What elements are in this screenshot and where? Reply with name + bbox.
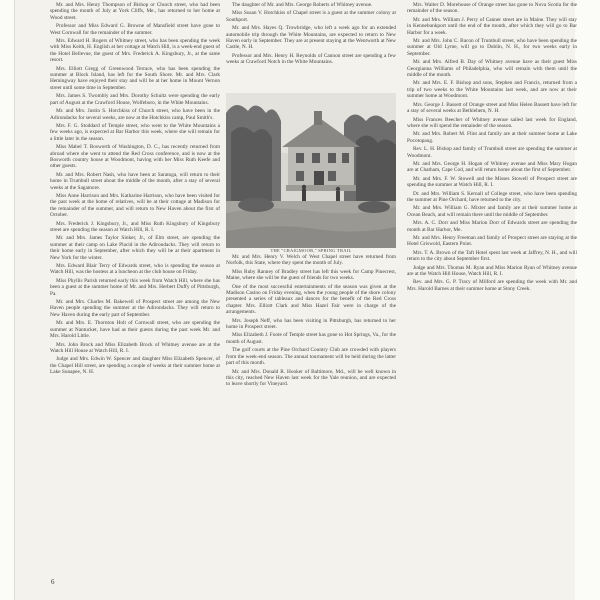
paragraph: Mr. and Mrs. Donald R. Hooker of Baltimore, Md., will be well known in this city, reached New Haven last week for the Yale reunion, and are expected to leave shortly for Vineyard. (226, 368, 396, 388)
left-column (50, 2, 220, 587)
right-column (407, 2, 577, 587)
paragraph: Mr. and Mrs. Henry Thompson of Bishop or Church street, who had been spending the month of July at York Cliffs, Me., has returned to her home at Wood street. (50, 2, 220, 21)
page-number: 6 (51, 578, 55, 586)
paragraph: Mr. and Mrs. William G. Mixter and family are at their summer home at Ocean Beach, and will remain there until the middle of September. (407, 205, 577, 218)
paragraph: Mrs. Edward H. Rogers of Whitney street, who has been spending the week with Miss Keith, H. English at her cottage at Watch Hill, is a week-end guest of the Hotel Bellevue, the guest of Mrs. Frederick A. Kingsbury, Jr., at the same resort. (50, 38, 220, 64)
paragraph: Mr. and Mrs. Alfred B. Day of Whitney avenue have as their guest Miss Georgianna Williams of Philadelphia, who will remain with them until the middle of the month. (407, 59, 577, 79)
paragraph: Mr. and Mrs. Robert M. Flint and family are at their summer home at Lake Pocotopaug. (407, 131, 577, 144)
paragraph: Mrs. A. C. Dorr and Miss Marion Dorr of Edwards street are spending the month at Bar Harbor, Me. (407, 220, 577, 233)
middle-column-top (226, 2, 396, 90)
paragraph: Miss Frances Beecher of Whitney avenue sailed last week for England, where she will spend the remainder of the season. (407, 116, 577, 129)
paragraph: Rev. L. H. Bishop and family of Trumbull street are spending the summer at Woodmont. (407, 146, 577, 159)
photo-caption: THE "CRAIGMOOR," SPRING TRAIL (270, 248, 352, 253)
paragraph: Professor and Mrs. Henry H. Reynolds of Cannon street are spending a few weeks at Crawford Notch in the White Mountains. (226, 52, 396, 66)
paragraph: Professor and Miss Edward G. Browne of Mansfield street have gone to West Cornwall for the remainder of the summer. (50, 23, 220, 36)
middle-column-bottom (226, 254, 396, 585)
paragraph: Mr. and Mrs. Hayes Q. Trowbridge, who left a week ago for an extended automobile trip through the White Mountains, are expected to return to New Haven early in September. They are at present staying at the Wentworth at New Castle, N. H. (226, 25, 396, 51)
paragraph: Mr. and Mrs. Robert Nash, who have been at Saratoga, will return to their home in Trumbull street about the middle of the month, after a stay of several weeks at the Sagamore. (50, 171, 220, 191)
paragraph: Mr. and Mrs. Henry V. Welch of West Chapel street have returned from Norfolk, this State, where they spent the month of July. (226, 254, 396, 267)
paragraph: Mrs. Elliott Gregg of Greenwood Terrace, who has been spending the summer at Block Island, has left for the South Shore. Mr. and Mrs. Clark Hemingway have enjoyed their stay and will be at her home in Mount Vernon street until some time in September. (50, 65, 220, 91)
paragraph: Miss Phyllis Parish returned early this week from Watch Hill, where she has been a guest at the summer home of Mr. and Mrs. Herbert Duffy of Pittsburgh, Pa. (50, 277, 220, 297)
paragraph: Mr. and Mrs. James Taylor Sinker, Jr., of Elm street, are spending the summer at their camp on Lake Placid in the Adirondacks. They will return to their home early in September, after which they will be at their apartment in New York for the winter. (50, 235, 220, 261)
paragraph: Judge and Mrs. Edwin W. Spencer and daughter Miss Elizabeth Spencer, of the Chapel Hill street, are spending a couple of weeks at their summer home at Lake Sunapee, N. H. (50, 356, 220, 376)
paragraph: Miss Elizabeth J. Foote of Temple street has gone to Hot Springs, Va., for the month of August. (226, 332, 396, 345)
paragraph: Mr. and Mrs. John C. Bacon of Trumbull street, who have been spending the summer at Old Lyme, will go to Dublin, N. H., for two weeks early in September. (407, 38, 577, 57)
paragraph: Mr. and Mrs. George H. Hogan of Whitney avenue and Miss Mary Hogan are at Chatham, Cape Cod, and will return home about the first of September. (407, 160, 577, 174)
paragraph: Miss Mabel T. Bosworth of Washington, D. C., has recently returned from abroad where she went to attend the Red Cross conference, and is now at the Bosworth country house at Woodmont, having with her Miss Ruth Keefe and other guests. (50, 144, 220, 170)
paragraph: Mrs. Walter D. Morehouse of Orange street has gone to Nova Scotia for the remainder of the season. (407, 2, 577, 15)
paragraph: Miss Susan V. Hotchkiss of Chapel street is a guest at the summer colony at Southport. (226, 10, 396, 23)
paragraph: Rev. and Mrs. G. P. Tracy of Milford are spending the week with Mr. and Mrs. Harold Barnes at their summer home at Stony Creek. (407, 279, 577, 292)
paragraph: Mr. and Mrs. Charles M. Bakewell of Prospect street are among the New Haven people spending the summer at the Adirondacks. They will return to New Haven during the early part of September. (50, 299, 220, 318)
paragraph: Mr. and Mrs. F. W. Stowell and the Misses Stowell of Prospect street are spending the summer at Watch Hill, R. I. (407, 175, 577, 189)
paragraph: Miss Ruby Ranney of Bradley street has left this week for Camp Pinecrest, Maine, where she will be the guest of friends for two weeks. (226, 268, 396, 282)
paragraph: Judge and Mrs. Thomas M. Ryan and Miss Marion Ryan of Whitney avenue are at the Watch Hill House, Watch Hill, R. I. (407, 264, 577, 278)
paragraph: Dr. and Mrs. William S. Kernall of College street, who have been spending the summer at Pine Orchard, have returned to the city. (407, 190, 577, 203)
paragraph: Mr. and Mrs. Justin S. Hotchkiss of Church street, who have been in the Adirondacks for several weeks, are now at the Hotchkiss camp, Paul Smith's. (50, 108, 220, 121)
paragraph: The golf courts at the Pine Orchard Country Club are crowded with players from the week-end season. The annual tournament will be held during the latter part of this month. (226, 347, 396, 367)
paragraph: Mrs. Edward Blair Terry of Edwards street, who is spending the season at Watch Hill, was the hostess at a luncheon at the club house on Friday. (50, 263, 220, 276)
paragraph: Mrs. John Brock and Miss Elizabeth Brock of Whitney avenue are at the Watch Hill House at Watch Hill, R. I. (50, 341, 220, 354)
paragraph: Mrs. Joseph Neff, who has been visiting in Pittsburgh, has returned to her home in Prospect street. (226, 317, 396, 331)
paragraph: Mr. and Mrs. Henry Freeman and family of Prospect street are staying at the Hotel Griswold, Eastern Point. (407, 235, 577, 248)
newspaper-page (14, 0, 575, 600)
paragraph: Mrs. George J. Bassett of Orange street and Miss Helen Bassett have left for a stay of several weeks at Bethlehem, N. H. (407, 101, 577, 115)
halftone-photo (226, 93, 396, 248)
paragraph: Mrs. T. A. Brown of the Taft Hotel spent last week at Jaffrey, N. H., and will return to the city about September first. (407, 249, 577, 263)
paragraph: Mr. and Mrs. E. F. Bishop and sons, Stephen and Francis, returned from a trip of two weeks to the White Mountains last week, and are now at their summer home at Woodmont. (407, 80, 577, 100)
house-photo-image (226, 93, 396, 248)
paragraph: One of the most successful entertainments of the season was given at the Madison Casino on Friday evening, when the young people of the shore colony presented a series of tableaux and dances for the benefit of the Red Cross chapter. Mrs. Elliott Clark and Miss Hazel Fair were in charge of the arrangements. (226, 283, 396, 316)
paragraph: The daughter of Mr. and Mrs. George Roberts of Whitney avenue. (232, 2, 373, 8)
paragraph: Mrs. Frederick J. Kingsbury, Jr., and Miss Ruth Kingsbury of Kingsbury street are spending the season at Watch Hill, R. I. (50, 220, 220, 233)
paragraph: Mr. and Mrs. William J. Perry of Canner street are in Maine. They will stay in Kennebunkport until the end of the month, after which they will go to Bar Harbor for a week. (407, 16, 577, 36)
paragraph: Miss Anne Harrison and Mrs. Katharine Harrison, who have been visited for the past week at the home of relatives, will be at their cottage at Madison for the remainder of the summer, and will return to New Haven about the first of October. (50, 192, 220, 219)
paragraph: Mr. and Mrs. E. Thornton Holt of Cornwall street, who are spending the summer at Nantucket, have had as their guests during the past week Mr. and Mrs. Harold Little. (50, 320, 220, 340)
paragraph: Mrs. James S. Twombly and Mrs. Dorothy Schultz were spending the early part of August at the Crawford House, Wolfeboro, in the White Mountains. (50, 93, 220, 106)
paragraph: Mrs. F. G. Stoddard of Temple street, who went to the White Mountains a few weeks ago, is expected at Bar Harbor this week, where she will remain for a little later in the season. (50, 122, 220, 142)
